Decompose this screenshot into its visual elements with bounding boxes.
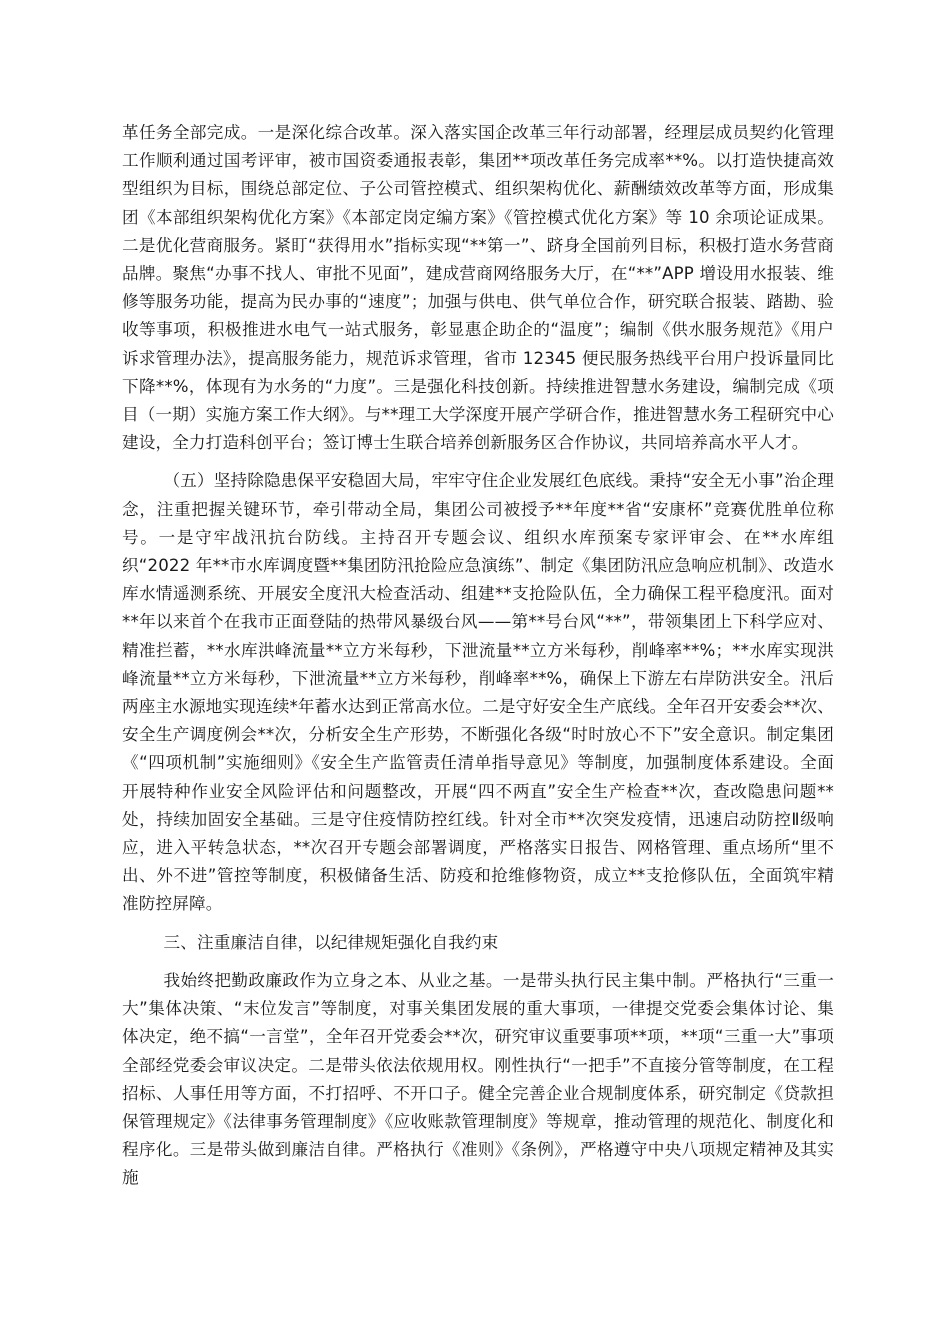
paragraph-integrity-body: 我始终把勤政廉政作为立身之本、从业之基。一是带头执行民主集中制。严格执行“三重一大”集体决策、“末位发言”等制度，对事关集团发展的重大事项，一律提交党委会集体讨论、集体决定，绝不搞“一言堂”，全年召开党委会**次，研究审议重要事项**项，**项“三重一大”事项全部经党委会审议决定。二是带头依法依规用权。刚性执行“一把手”不直接分管等制度，在工程招标、人事任用等方面，不打招呼、不开口子。健全完善企业合规制度体系，研究制定《贷款担保管理规定》《法律事务管理制度》《应收账款管理制度》等规章，推动管理的规范化、制度化和程序化。三是带头做到廉洁自律。严格执行《准则》《条例》，严格遵守中央八项规定精神及其实施 — [122, 970, 834, 1188]
paragraph-reform-continuation: 革任务全部完成。一是深化综合改革。深入落实国企改革三年行动部署，经理层成员契约化管理工作顺利通过国考评审，被市国资委通报表彰，集团**项改革任务完成率**%。以打造快捷高效型组织为目标，围绕总部定位、子公司管控模式、组织架构优化、薪酬绩效改革等方面，形成集团《本部组织架构优化方案》《本部定岗定编方案》《管控模式优化方案》等 10 余项论证成果。二是优化营商服务。紧盯“获得用水”指标实现“**第一”、跻身全国前列目标，积极打造水务营商品牌。聚焦“办事不找人、审批不见面”，建成营商网络服务大厅，在“**”APP 增设用水报装、维修等服务功能，提高为民办事的“速度”；加强与供电、供气单位合作，研究联合报装、踏勘、验收等事项，积极推进水电气一站式服务，彰显惠企助企的“温度”；编制《供水服务规范》《用户诉求管理办法》，提高服务能力，规范诉求管理，省市 12345 便民服务热线平台用户投诉量同比下降**%，体现有为水务的“力度”。三是强化科技创新。持续推进智慧水务建设，编制完成《项目（一期）实施方案工作大纲》。与**理工大学深度开展产学研合作，推进智慧水务工程研究中心建设，全力打造科创平台；签订博士生联合培养创新服务区合作协议，共同培养高水平人才。 — [122, 123, 834, 453]
document-page — [122, 119, 834, 1193]
section-heading-integrity: 三、注重廉洁自律，以纪律规矩强化自我约束 — [163, 932, 499, 952]
paragraph-safety-section: （五）坚持除隐患保平安稳固大局，牢牢守住企业发展红色底线。秉持“安全无小事”治企理念，注重把握关键环节，牵引带动全局，集团公司被授予**年度**省“安康杯”竞赛优胜单位称号。一是守牢战汛抗台防线。主持召开专题会议、组织水库预案专家评审会、在**水库组织“2022 年**市水库调度暨**集团防汛抢险应急演练”、制定《集团防汛应急响应机制》、改造水库水情遥测系统、开展安全度汛大检查活动、组建**支抢险队伍，全力确保工程平稳度汛。面对**年以来首个在我市正面登陆的热带风暴级台风——第**号台风“**”，带领集团上下科学应对、精准拦蓄，**水库洪峰流量**立方米每秒，下泄流量**立方米每秒，削峰率**%；**水库实现洪峰流量**立方米每秒，下泄流量**立方米每秒，削峰率**%，确保上下游左右岸防洪安全。汛后两座主水源地实现连续*年蓄水达到正常高水位。二是守好安全生产底线。全年召开安委会**次、安全生产调度例会**次，分析安全生产形势，不断强化各级“时时放心不下”安全意识。制定集团《“四项机制”实施细则》《安全生产监管责任清单指导意见》等制度，加强制度体系建设。全面开展特种作业安全风险评估和问题整改，开展“四不两直”安全生产检查**次，查改隐患问题**处，持续加固安全基础。三是守住疫情防控红线。针对全市**次突发疫情，迅速启动防控Ⅱ级响应，进入平转急状态，**次召开专题会部署调度，严格落实日报告、网格管理、重点场所“里不出、外不进”管控等制度，积极储备生活、防疫和抢维修物资，成立**支抢修队伍，全面筑牢精准防控屏障。 — [122, 471, 834, 914]
